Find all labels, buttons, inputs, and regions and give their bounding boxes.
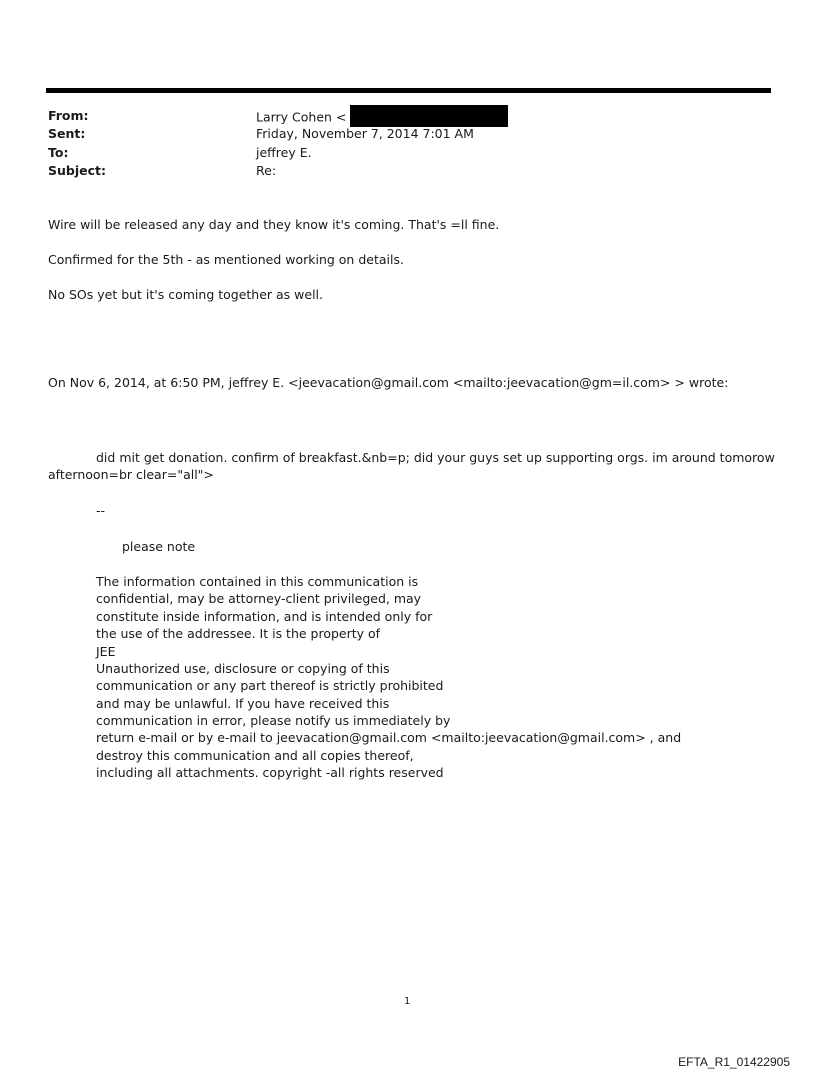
- quote-header: On Nov 6, 2014, at 6:50 PM, jeffrey E. <jeevacation@gmail.com <mailto:jeevacation@gm=il.com> > wrote:: [48, 375, 729, 390]
- subject-value: Re:: [256, 163, 277, 178]
- from-label: From:: [48, 108, 89, 123]
- disclaimer-line: the use of the addressee. It is the property of: [96, 626, 381, 641]
- subject-label: Subject:: [48, 163, 106, 178]
- disclaimer-line: confidential, may be attorney-client privileged, may: [96, 591, 422, 606]
- page-number: 1: [404, 996, 411, 1007]
- header-rule: [46, 88, 771, 93]
- disclaimer-line: including all attachments. copyright -all rights reserved: [96, 765, 444, 780]
- disclaimer-line: destroy this communication and all copies thereof,: [96, 748, 414, 763]
- disclaimer-line: communication in error, please notify us immediately by: [96, 713, 451, 728]
- from-value: Larry Cohen <: [256, 107, 508, 129]
- disclaimer-line: Unauthorized use, disclosure or copying of this: [96, 661, 390, 676]
- disclaimer-line: JEE: [96, 644, 116, 659]
- redaction-box: [350, 105, 508, 127]
- please-note: please note: [122, 539, 196, 554]
- disclaimer-line: The information contained in this communication is: [96, 574, 419, 589]
- disclaimer-line: constitute inside information, and is intended only for: [96, 609, 433, 624]
- document-id: EFTA_R1_01422905: [678, 1055, 790, 1069]
- body-paragraph: Confirmed for the 5th - as mentioned working on details.: [48, 252, 404, 267]
- quoted-line: did mit get donation. confirm of breakfast.&nb=p; did your guys set up supporting orgs. im around tomorow: [96, 450, 775, 465]
- to-value: jeffrey E.: [256, 145, 312, 160]
- disclaimer-line: return e-mail or by e-mail to jeevacation@gmail.com <mailto:jeevacation@gmail.com> , and: [96, 730, 682, 745]
- signature-dashes: --: [96, 503, 106, 518]
- to-label: To:: [48, 145, 69, 160]
- disclaimer-line: communication or any part thereof is strictly prohibited: [96, 678, 444, 693]
- sent-value: Friday, November 7, 2014 7:01 AM: [256, 126, 474, 141]
- sent-label: Sent:: [48, 126, 86, 141]
- body-paragraph: No SOs yet but it's coming together as well.: [48, 287, 323, 302]
- quoted-line: afternoon=br clear="all">: [48, 467, 214, 482]
- disclaimer-line: and may be unlawful. If you have received this: [96, 696, 390, 711]
- body-paragraph: Wire will be released any day and they know it's coming. That's =ll fine.: [48, 217, 500, 232]
